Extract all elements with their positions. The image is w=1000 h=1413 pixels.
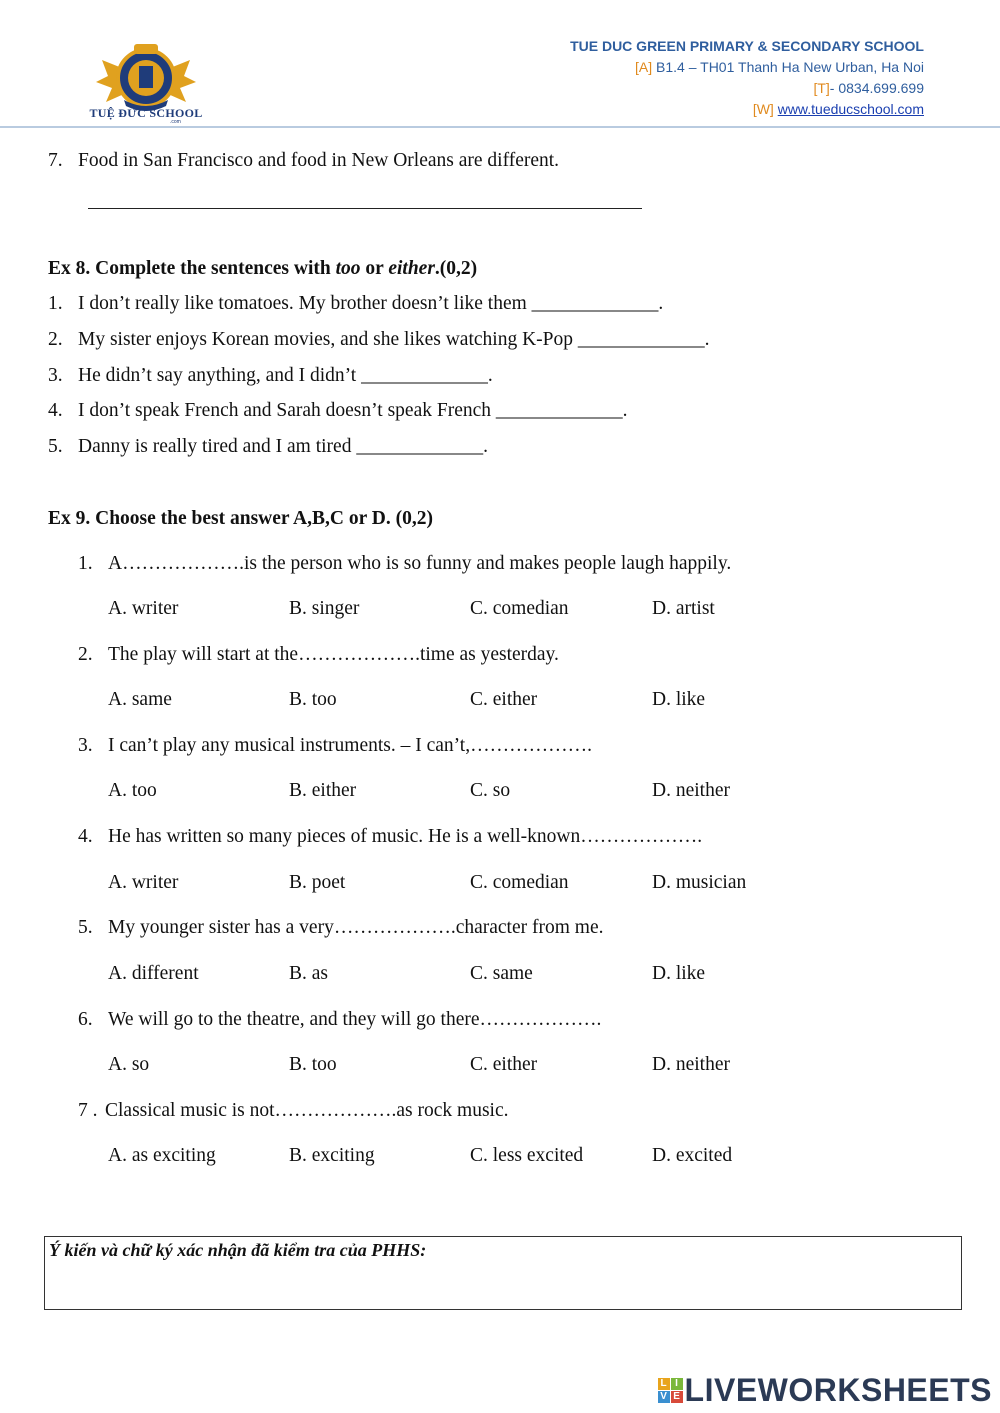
ex9-question-number: 2. xyxy=(78,644,93,665)
ex8-heading-pre: Ex 8. Complete the sentences with xyxy=(48,258,336,279)
school-address xyxy=(570,57,924,78)
ex8-heading-post: .(0,2) xyxy=(434,258,478,279)
answer-line[interactable] xyxy=(88,208,642,209)
liveworksheets-logo-icon xyxy=(658,1378,683,1403)
ex9-option-d[interactable]: D. excited xyxy=(652,1145,733,1166)
logo-subtext: .com xyxy=(170,119,181,125)
logo-text: TUỆ ĐỨC SCHOOL xyxy=(89,106,203,120)
address-text: B1.4 – TH01 Thanh Ha New Urban, Ha Noi xyxy=(652,59,924,75)
ex9-question-text: My younger sister has a very……………….character from me. xyxy=(108,917,604,938)
ex9-question-text: The play will start at the……………….time as yesterday. xyxy=(108,644,559,665)
parent-signature-box[interactable] xyxy=(44,1236,962,1310)
ex9-question-number: 5. xyxy=(78,917,93,938)
ex8-heading xyxy=(48,258,477,280)
ex9-question-number: 1. xyxy=(78,553,93,574)
ex8-heading-or: or xyxy=(360,258,389,279)
ex8-item-number: 1. xyxy=(48,293,63,314)
ex8-item-text: My sister enjoys Korean movies, and she likes watching K-Pop _____________. xyxy=(78,329,710,350)
ex8-item-number: 3. xyxy=(48,365,63,386)
ex9-option-b[interactable]: B. too xyxy=(289,689,337,710)
ex9-option-a[interactable]: A. as exciting xyxy=(108,1145,216,1166)
ex9-option-a[interactable]: A. writer xyxy=(108,872,179,893)
ex9-heading: Ex 9. Choose the best answer A,B,C or D. (0,2) xyxy=(48,508,433,529)
ex9-option-c[interactable]: C. less excited xyxy=(470,1145,584,1166)
ex7-item-text: Food in San Francisco and food in New Orleans are different. xyxy=(78,150,560,171)
address-tag: [A] xyxy=(635,59,653,75)
ex9-option-c[interactable]: C. so xyxy=(470,780,511,801)
ex9-option-c[interactable]: C. comedian xyxy=(470,598,569,619)
logo-letter: I xyxy=(671,1378,683,1390)
ex9-option-b[interactable]: B. singer xyxy=(289,598,360,619)
logo-letter: E xyxy=(671,1391,683,1403)
ex9-option-d[interactable]: D. like xyxy=(652,963,706,984)
ex9-option-a[interactable]: A. too xyxy=(108,780,157,801)
ex9-option-a[interactable]: A. writer xyxy=(108,598,179,619)
header-divider xyxy=(0,126,1000,128)
ex9-question-text: He has written so many pieces of music. He is a well-known………………. xyxy=(108,826,703,847)
ex8-item-number: 4. xyxy=(48,400,63,421)
phone-tag: [T] xyxy=(813,80,830,96)
ex9-option-c[interactable]: C. same xyxy=(470,963,533,984)
logo-letter: V xyxy=(658,1391,670,1403)
ex9-option-c[interactable]: C. either xyxy=(470,1054,538,1075)
ex8-item-number: 5. xyxy=(48,436,63,457)
ex9-option-a[interactable]: A. so xyxy=(108,1054,150,1075)
ex9-option-d[interactable]: D. like xyxy=(652,689,706,710)
school-phone xyxy=(570,78,924,99)
ex9-option-b[interactable]: B. exciting xyxy=(289,1145,375,1166)
school-name: TUE DUC GREEN PRIMARY & SECONDARY SCHOOL xyxy=(570,38,924,54)
ex9-option-d[interactable]: D. neither xyxy=(652,1054,730,1075)
ex9-option-b[interactable]: B. poet xyxy=(289,872,346,893)
logo-letter: L xyxy=(658,1378,670,1390)
ex9-option-c[interactable]: C. either xyxy=(470,689,538,710)
ex8-item-text: He didn’t say anything, and I didn’t _____________. xyxy=(78,365,493,386)
website-link[interactable]: www.tueducschool.com xyxy=(777,101,924,117)
ex9-question-number: 4. xyxy=(78,826,93,847)
ex7-item-number: 7. xyxy=(48,150,63,171)
ex9-question-number: 3. xyxy=(78,735,93,756)
ex8-item-text: I don’t speak French and Sarah doesn’t speak French _____________. xyxy=(78,400,628,421)
ex9-question-text: A……………….is the person who is so funny and makes people laugh happily. xyxy=(108,553,732,574)
ex8-item-text: I don’t really like tomatoes. My brother doesn’t like them _____________. xyxy=(78,293,664,314)
ex8-word-too: too xyxy=(335,258,361,279)
ex9-option-d[interactable]: D. neither xyxy=(652,780,730,801)
ex9-option-a[interactable]: A. different xyxy=(108,963,199,984)
ex9-question-number: 6. xyxy=(78,1009,93,1030)
ex9-option-b[interactable]: B. either xyxy=(289,780,357,801)
ex9-question-text: I can’t play any musical instruments. – I can’t,………………. xyxy=(108,735,592,756)
liveworksheets-watermark xyxy=(658,1372,992,1409)
ex8-item-number: 2. xyxy=(48,329,63,350)
school-info xyxy=(570,36,924,120)
parent-signature-label: Ý kiến và chữ ký xác nhận đã kiểm tra của PHHS: xyxy=(49,1240,427,1260)
ex9-option-d[interactable]: D. musician xyxy=(652,872,747,893)
ex9-option-b[interactable]: B. as xyxy=(289,963,328,984)
ex9-question-number: 7 . xyxy=(78,1100,98,1121)
ex9-question-text: Classical music is not……………….as rock music. xyxy=(105,1100,509,1121)
ex9-option-c[interactable]: C. comedian xyxy=(470,872,569,893)
ex9-option-a[interactable]: A. same xyxy=(108,689,172,710)
ex8-word-either: either xyxy=(388,258,435,279)
school-web xyxy=(570,99,924,120)
liveworksheets-text: LIVEWORKSHEETS xyxy=(684,1372,992,1408)
ex9-option-d[interactable]: D. artist xyxy=(652,598,715,619)
ex8-item-text: Danny is really tired and I am tired _____________. xyxy=(78,436,488,457)
phone-text: - 0834.699.699 xyxy=(829,80,924,96)
ex9-option-b[interactable]: B. too xyxy=(289,1054,337,1075)
ex9-question-text: We will go to the theatre, and they will go there………………. xyxy=(108,1009,602,1030)
web-tag: [W] xyxy=(752,101,774,117)
